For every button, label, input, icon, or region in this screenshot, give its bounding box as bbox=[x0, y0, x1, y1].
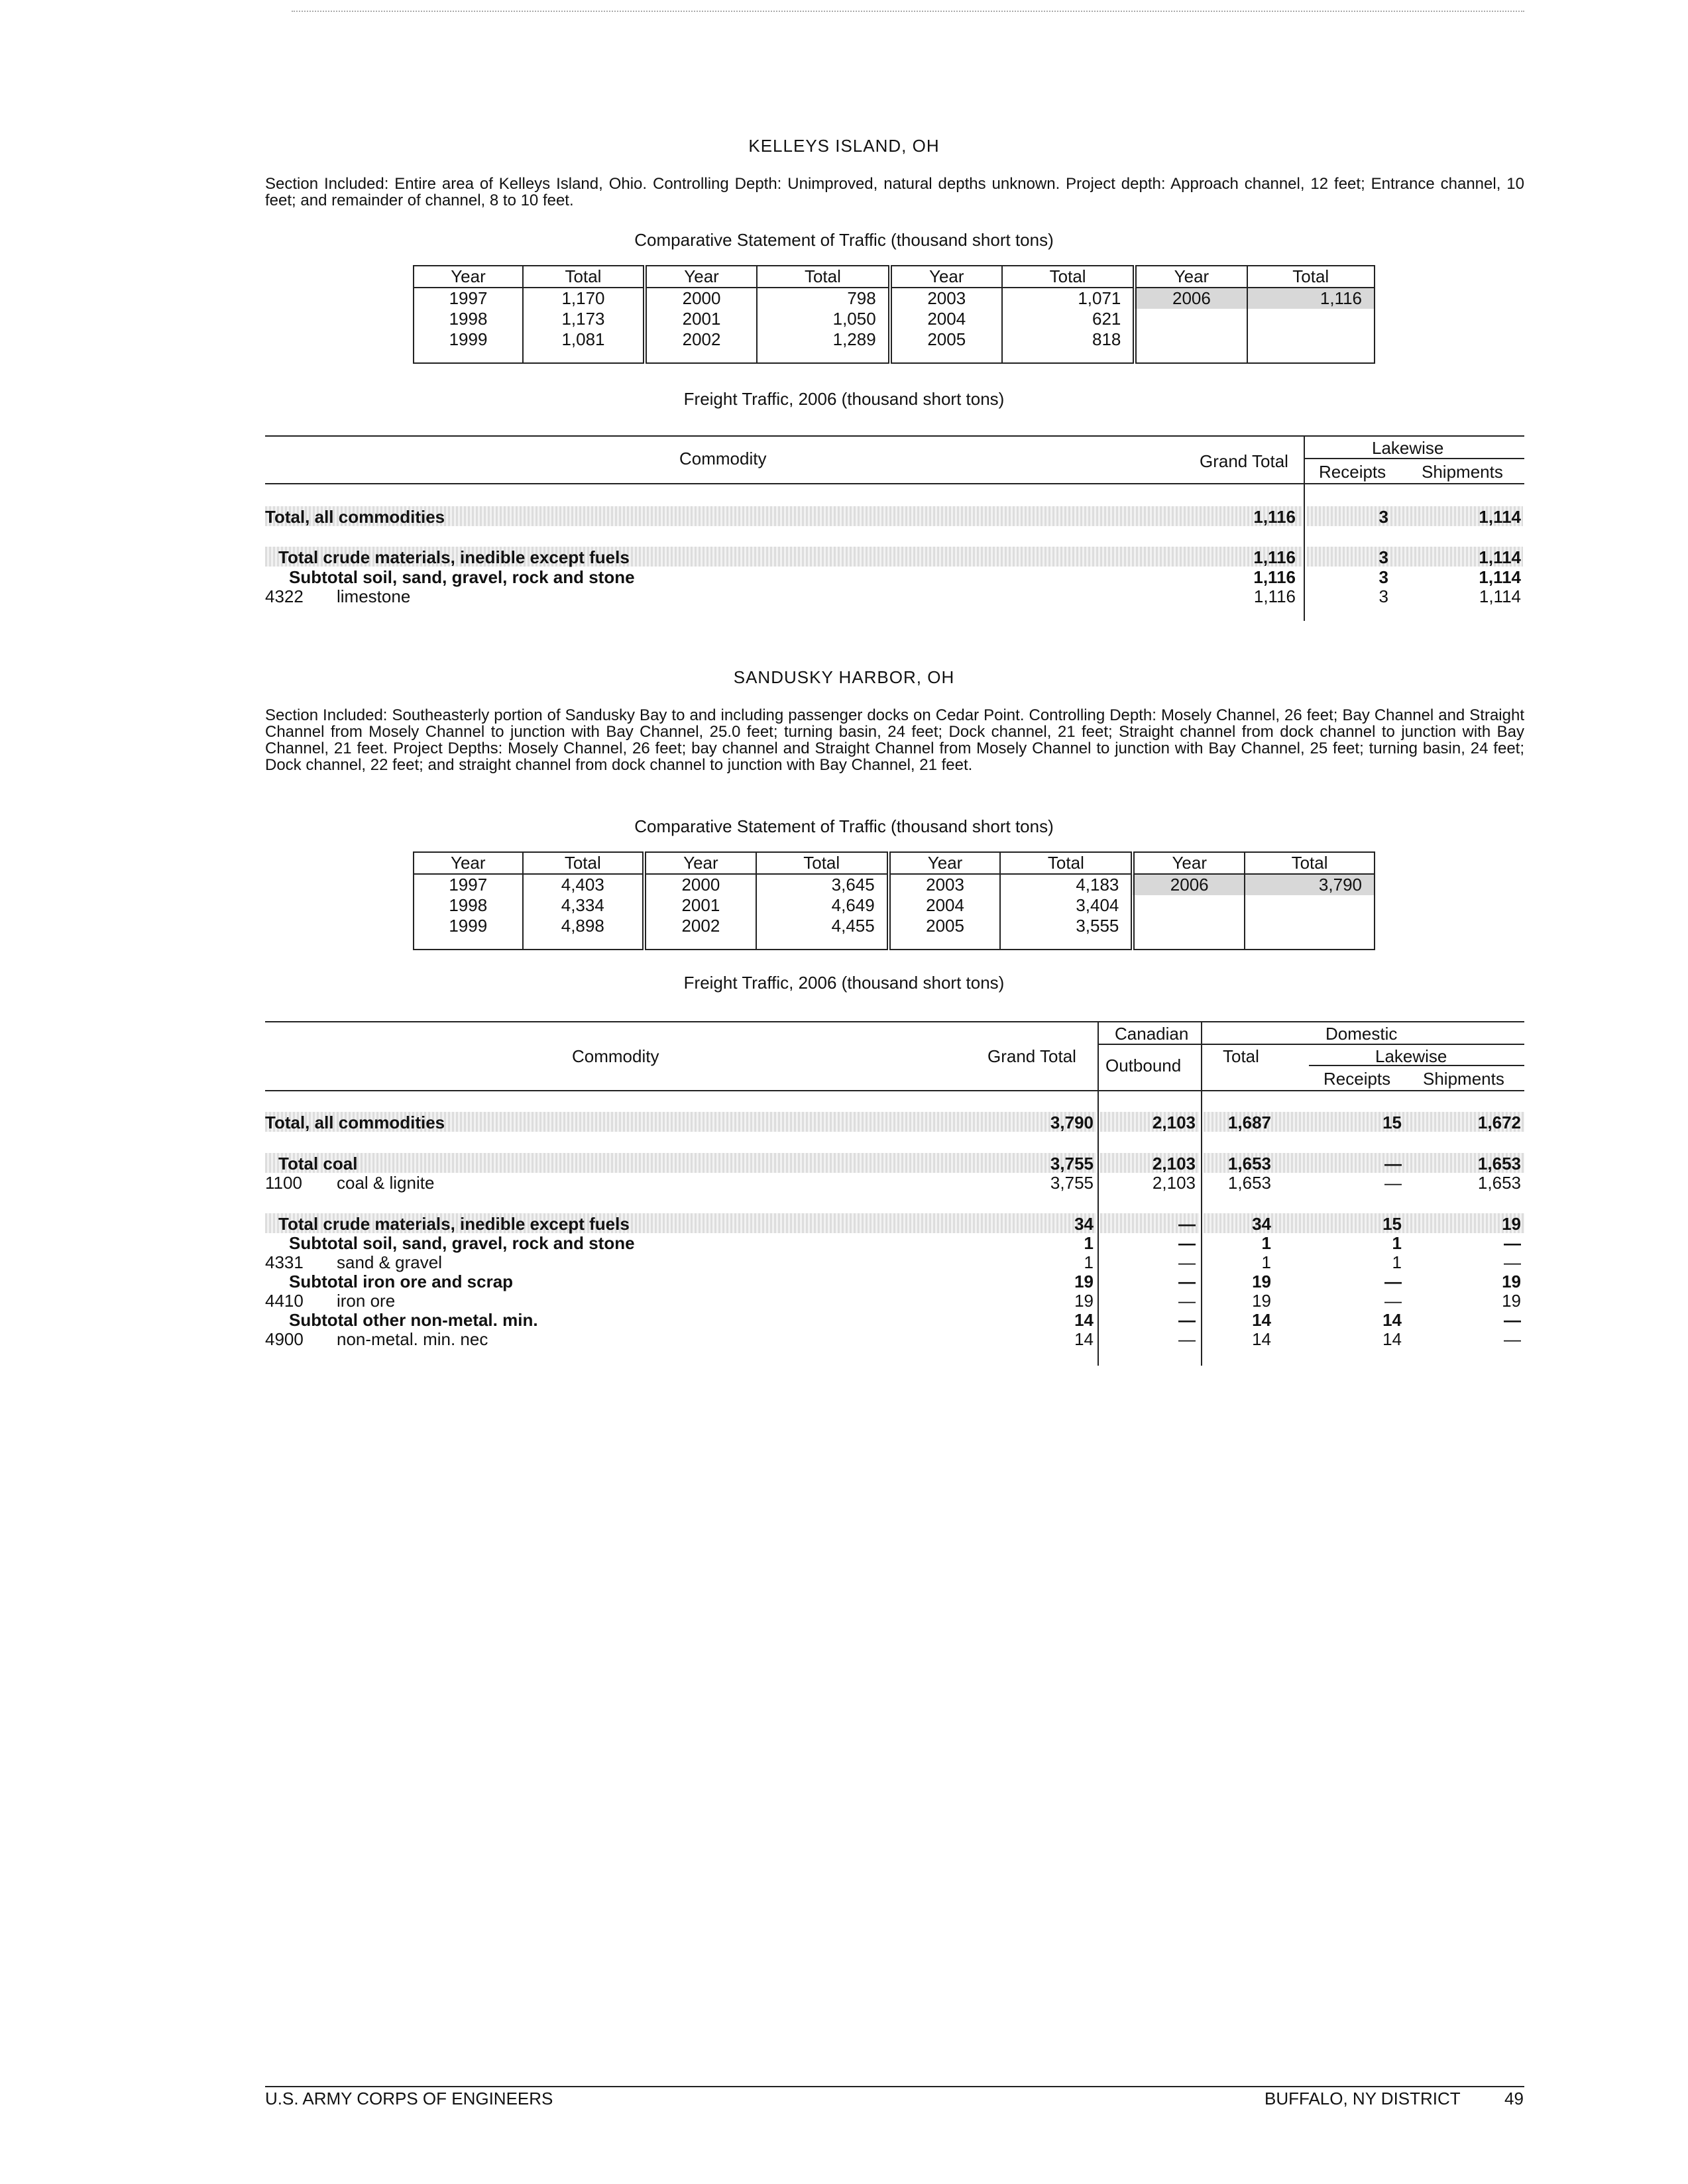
row-label: sand & gravel bbox=[337, 1252, 442, 1272]
row-receipts: 15 bbox=[1382, 1113, 1402, 1132]
row-outbound: — bbox=[1178, 1310, 1196, 1330]
cell: 3,404 bbox=[1000, 895, 1133, 916]
table-row bbox=[414, 916, 1375, 950]
kelleys-title: KELLEYS ISLAND, OH bbox=[748, 136, 940, 156]
row-grand: 1 bbox=[1084, 1252, 1094, 1272]
col-header-commodity: Commodity bbox=[679, 449, 767, 468]
col-header: Year bbox=[645, 266, 757, 288]
row-grand: 1,116 bbox=[1253, 507, 1296, 527]
row-total: 14 bbox=[1252, 1310, 1271, 1330]
kelleys-section-text: Section Included: Entire area of Kelleys Island, Ohio. Controlling Depth: Unimproved, natural depths unknown. Project depth: Approach channel, 12 feet; Entrance channel, 10 feet; and remainder of channel, 8 to 10 feet. bbox=[265, 175, 1524, 209]
col-header: Total bbox=[756, 852, 889, 874]
kelleys-comp-caption: Comparative Statement of Traffic (thousand short tons) bbox=[634, 230, 1054, 250]
col-header-shipments: Shipments bbox=[1423, 1069, 1504, 1089]
cell bbox=[1133, 895, 1245, 916]
table-row bbox=[414, 329, 1375, 363]
row-grand: 1 bbox=[1084, 1233, 1094, 1253]
sandusky-comp-caption: Comparative Statement of Traffic (thousand short tons) bbox=[634, 816, 1054, 836]
row-label: iron ore bbox=[337, 1291, 396, 1311]
col-header-grand-total: Grand Total bbox=[987, 1046, 1076, 1066]
rule bbox=[265, 483, 1524, 484]
col-header: Total bbox=[1002, 266, 1135, 288]
sandusky-freight-table bbox=[265, 1021, 1524, 1366]
row-shipments: 1,114 bbox=[1479, 567, 1521, 587]
row-code: 4331 bbox=[265, 1252, 304, 1272]
row-grand: 3,755 bbox=[1050, 1173, 1094, 1193]
cell: 2005 bbox=[890, 329, 1002, 363]
col-header: Total bbox=[1000, 852, 1133, 874]
row-label: non-metal. min. nec bbox=[337, 1329, 488, 1349]
row-outbound: 2,103 bbox=[1152, 1154, 1196, 1174]
row-shipments: 1,672 bbox=[1477, 1113, 1521, 1132]
rule bbox=[1201, 1044, 1524, 1045]
cell: 2000 bbox=[645, 288, 757, 309]
row-grand: 34 bbox=[1074, 1214, 1094, 1234]
row-grand: 19 bbox=[1074, 1291, 1094, 1311]
cell bbox=[1133, 916, 1245, 950]
row-shipments: — bbox=[1504, 1233, 1521, 1253]
row-label: limestone bbox=[337, 586, 411, 606]
row-total: 1 bbox=[1261, 1233, 1271, 1253]
footer-page-number: 49 bbox=[1504, 2089, 1524, 2108]
row-shade bbox=[265, 1153, 1096, 1173]
row-total: 34 bbox=[1252, 1214, 1271, 1234]
table-row bbox=[414, 309, 1375, 329]
row-outbound: — bbox=[1178, 1214, 1196, 1234]
footer-left: U.S. ARMY CORPS OF ENGINEERS bbox=[265, 2089, 553, 2108]
row-receipts: 1 bbox=[1392, 1252, 1402, 1272]
sandusky-section-text: Section Included: Southeasterly portion of Sandusky Bay to and including passenger docks on Cedar Point. Controlling Depth: Mosely Channel, 26 feet; Bay Channel and Straight Channel from Mosely Channel to junction with Bay Channel, 25.0 feet; turning basin, 24 feet; Dock channel, 21 feet; Straight channel from dock channel to junction with Bay Channel, 21 feet. Project Depths: Mosely Channel, 26 feet; bay channel and Straight Channel from Mosely Channel to junction with Bay Channel, 25 feet; turning basin, 24 feet; Dock channel, 22 feet; and straight channel from dock channel to junction with Bay Channel, 21 feet. bbox=[265, 706, 1524, 774]
rule bbox=[1097, 1044, 1201, 1045]
cell: 2002 bbox=[645, 329, 757, 363]
cell: 4,183 bbox=[1000, 874, 1133, 895]
row-receipts: 3 bbox=[1379, 507, 1388, 527]
cell: 1998 bbox=[414, 309, 523, 329]
row-total: 1,653 bbox=[1227, 1154, 1271, 1174]
sandusky-title: SANDUSKY HARBOR, OH bbox=[733, 667, 955, 687]
cell: 4,334 bbox=[523, 895, 645, 916]
row-receipts: 15 bbox=[1382, 1214, 1402, 1234]
row-label: Subtotal soil, sand, gravel, rock and stone bbox=[289, 567, 635, 587]
row-shipments: 1,114 bbox=[1479, 586, 1521, 606]
cell: 1,081 bbox=[523, 329, 645, 363]
row-total: 1,687 bbox=[1227, 1113, 1271, 1132]
rule bbox=[265, 1090, 1524, 1091]
cell bbox=[1135, 309, 1247, 329]
cell bbox=[1245, 895, 1375, 916]
col-header: Total bbox=[1247, 266, 1375, 288]
col-header-receipts: Receipts bbox=[1323, 1069, 1391, 1089]
row-shipments: 1,114 bbox=[1479, 507, 1521, 527]
cell: 4,455 bbox=[756, 916, 889, 950]
cell: 1999 bbox=[414, 916, 523, 950]
cell: 2001 bbox=[644, 895, 756, 916]
col-header-canadian: Canadian bbox=[1115, 1024, 1189, 1044]
cell: 621 bbox=[1002, 309, 1135, 329]
cell: 2004 bbox=[890, 309, 1002, 329]
col-header: Year bbox=[890, 266, 1002, 288]
row-outbound: — bbox=[1178, 1291, 1196, 1311]
col-header: Year bbox=[414, 852, 523, 874]
cell-highlight: 3,790 bbox=[1245, 874, 1375, 895]
row-receipts: — bbox=[1384, 1173, 1402, 1193]
row-shipments: — bbox=[1504, 1310, 1521, 1330]
cell bbox=[1247, 309, 1375, 329]
cell: 3,555 bbox=[1000, 916, 1133, 950]
row-total: 1 bbox=[1261, 1252, 1271, 1272]
cell bbox=[1135, 329, 1247, 363]
divider bbox=[1304, 435, 1305, 621]
cell: 1997 bbox=[414, 874, 523, 895]
col-header: Total bbox=[1245, 852, 1375, 874]
cell bbox=[1247, 329, 1375, 363]
row-code: 4322 bbox=[265, 586, 304, 606]
row-outbound: — bbox=[1178, 1272, 1196, 1291]
row-shipments: 1,114 bbox=[1479, 547, 1521, 567]
row-shipments: — bbox=[1504, 1329, 1521, 1349]
col-header: Total bbox=[757, 266, 890, 288]
row-receipts: 14 bbox=[1382, 1310, 1402, 1330]
kelleys-freight-table bbox=[265, 435, 1524, 621]
cell-highlight: 2006 bbox=[1133, 874, 1245, 895]
row-grand: 3,790 bbox=[1050, 1113, 1094, 1132]
row-label: Total crude materials, inedible except fuels bbox=[278, 1214, 630, 1234]
table-row bbox=[414, 895, 1375, 916]
col-header-grand-total: Grand Total bbox=[1200, 451, 1288, 471]
row-total: 14 bbox=[1252, 1329, 1271, 1349]
sandusky-comparative-table bbox=[413, 851, 1375, 950]
cell: 798 bbox=[757, 288, 890, 309]
row-grand: 3,755 bbox=[1050, 1154, 1094, 1174]
cell: 2003 bbox=[890, 288, 1002, 309]
col-header-domestic: Domestic bbox=[1325, 1024, 1398, 1044]
row-label: Total, all commodities bbox=[265, 507, 445, 527]
cell-highlight: 2006 bbox=[1135, 288, 1247, 309]
rule bbox=[265, 435, 1524, 437]
col-header: Total bbox=[523, 852, 645, 874]
row-grand: 19 bbox=[1074, 1272, 1094, 1291]
top-rule bbox=[292, 11, 1524, 12]
col-header-outbound: Outbound bbox=[1105, 1056, 1182, 1075]
row-label: Total crude materials, inedible except fuels bbox=[278, 547, 630, 567]
row-label: Total, all commodities bbox=[265, 1113, 445, 1132]
cell: 1,173 bbox=[523, 309, 645, 329]
col-header-commodity: Commodity bbox=[572, 1046, 659, 1066]
row-label: Subtotal soil, sand, gravel, rock and stone bbox=[289, 1233, 635, 1253]
rule bbox=[1304, 458, 1524, 459]
row-receipts: — bbox=[1384, 1272, 1402, 1291]
row-label: coal & lignite bbox=[337, 1173, 435, 1193]
col-header-lakewise: Lakewise bbox=[1372, 438, 1444, 458]
row-outbound: — bbox=[1178, 1252, 1196, 1272]
row-total: 19 bbox=[1252, 1291, 1271, 1311]
row-receipts: 3 bbox=[1379, 586, 1388, 606]
row-label: Subtotal other non-metal. min. bbox=[289, 1310, 538, 1330]
row-grand: 14 bbox=[1074, 1310, 1094, 1330]
cell bbox=[1245, 916, 1375, 950]
row-outbound: 2,103 bbox=[1152, 1173, 1196, 1193]
row-receipts: 3 bbox=[1379, 547, 1388, 567]
row-receipts: 3 bbox=[1379, 567, 1388, 587]
col-header-shipments: Shipments bbox=[1422, 462, 1503, 482]
row-code: 4410 bbox=[265, 1291, 304, 1311]
divider bbox=[1201, 1021, 1202, 1366]
rule bbox=[1309, 1065, 1524, 1066]
row-shipments: 19 bbox=[1502, 1214, 1521, 1234]
row-shipments: 19 bbox=[1502, 1291, 1521, 1311]
col-header: Year bbox=[889, 852, 1001, 874]
row-label: Subtotal iron ore and scrap bbox=[289, 1272, 514, 1291]
table-row bbox=[414, 288, 1375, 309]
row-outbound: — bbox=[1178, 1233, 1196, 1253]
row-shipments: 1,653 bbox=[1477, 1154, 1521, 1174]
row-shipments: 1,653 bbox=[1477, 1173, 1521, 1193]
cell: 818 bbox=[1002, 329, 1135, 363]
row-grand: 1,116 bbox=[1253, 567, 1296, 587]
cell: 1997 bbox=[414, 288, 523, 309]
sandusky-freight-caption: Freight Traffic, 2006 (thousand short tons) bbox=[683, 973, 1005, 993]
row-grand: 1,116 bbox=[1253, 547, 1296, 567]
col-header-receipts: Receipts bbox=[1319, 462, 1386, 482]
col-header: Year bbox=[1133, 852, 1245, 874]
kelleys-freight-caption: Freight Traffic, 2006 (thousand short tons) bbox=[683, 389, 1005, 409]
cell: 1,050 bbox=[757, 309, 890, 329]
row-code: 4900 bbox=[265, 1329, 304, 1349]
cell: 4,403 bbox=[523, 874, 645, 895]
col-header: Year bbox=[644, 852, 756, 874]
row-shipments: — bbox=[1504, 1252, 1521, 1272]
cell: 4,649 bbox=[756, 895, 889, 916]
row-grand: 14 bbox=[1074, 1329, 1094, 1349]
row-receipts: 14 bbox=[1382, 1329, 1402, 1349]
cell: 4,898 bbox=[523, 916, 645, 950]
cell: 2001 bbox=[645, 309, 757, 329]
cell: 1,170 bbox=[523, 288, 645, 309]
divider bbox=[1097, 1021, 1099, 1366]
row-total: 19 bbox=[1252, 1272, 1271, 1291]
cell-highlight: 1,116 bbox=[1247, 288, 1375, 309]
cell: 2000 bbox=[644, 874, 756, 895]
row-receipts: 1 bbox=[1392, 1233, 1402, 1253]
cell: 2004 bbox=[889, 895, 1001, 916]
cell: 1999 bbox=[414, 329, 523, 363]
row-grand: 1,116 bbox=[1253, 586, 1296, 606]
row-total: 1,653 bbox=[1227, 1173, 1271, 1193]
cell: 2003 bbox=[889, 874, 1001, 895]
row-outbound: 2,103 bbox=[1152, 1113, 1196, 1132]
row-label: Total coal bbox=[278, 1154, 358, 1174]
cell: 1,289 bbox=[757, 329, 890, 363]
cell: 2005 bbox=[889, 916, 1001, 950]
cell: 1998 bbox=[414, 895, 523, 916]
cell: 2002 bbox=[644, 916, 756, 950]
table-row bbox=[414, 874, 1375, 895]
row-receipts: — bbox=[1384, 1291, 1402, 1311]
col-header-lakewise: Lakewise bbox=[1375, 1046, 1447, 1066]
row-code: 1100 bbox=[265, 1173, 302, 1193]
col-header: Total bbox=[523, 266, 645, 288]
row-receipts: — bbox=[1384, 1154, 1402, 1174]
row-outbound: — bbox=[1178, 1329, 1196, 1349]
row-shipments: 19 bbox=[1502, 1272, 1521, 1291]
col-header: Year bbox=[1135, 266, 1247, 288]
footer-rule bbox=[265, 2086, 1524, 2087]
kelleys-comparative-table bbox=[413, 265, 1375, 364]
cell: 3,645 bbox=[756, 874, 889, 895]
cell: 1,071 bbox=[1002, 288, 1135, 309]
col-header: Year bbox=[414, 266, 523, 288]
footer-right: BUFFALO, NY DISTRICT bbox=[1265, 2089, 1461, 2108]
col-header-total: Total bbox=[1223, 1046, 1259, 1066]
rule bbox=[265, 1021, 1524, 1022]
